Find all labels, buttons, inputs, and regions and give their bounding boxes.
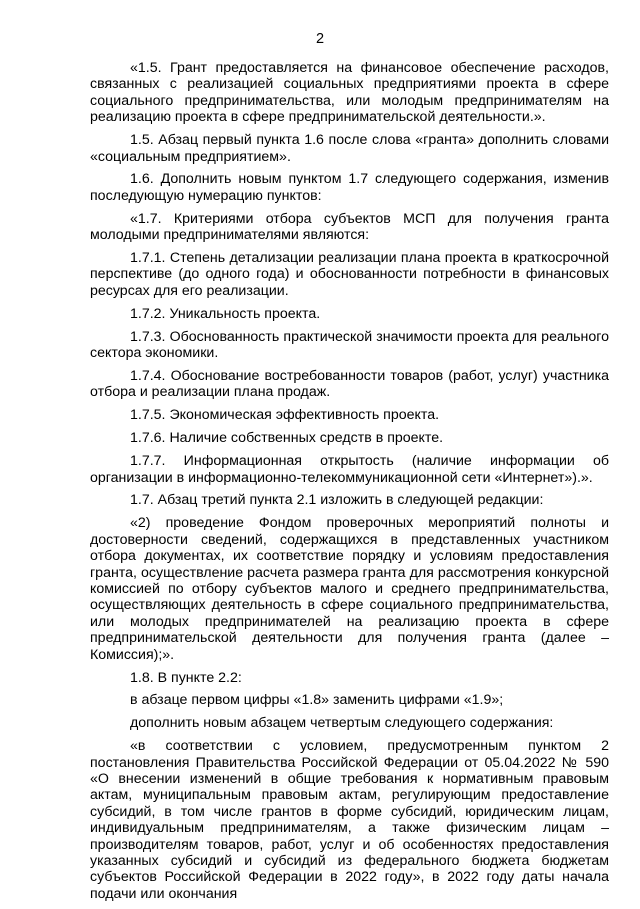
paragraph-amend-2-1: 1.7. Абзац третий пункта 2.1 изложить в следующей редакции: [130, 492, 544, 509]
paragraph-1-7-criteria: «1.7. Критериями отбора субъектов МСП для получения гранта молодыми предпринимателями являются: [90, 210, 609, 244]
paragraph-2-2-add-fourth: дополнить новым абзацем четвертым следующего содержания: [130, 715, 554, 732]
paragraph-2-1-item-2: «2) проведение Фондом проверочных мероприятий полноты и достоверности сведений, содержащихся в представленных участником отбора документах, их соответствие порядку и условиям предоставления гранта, осуществление расчета размера гранта для рассмотрения конкурсной комиссией по отбору субъектов малого и среднего предпринимательства, осуществляющих деятельность в сфере социального предпринимательства, или молодых предпринимателей на реализацию проекта в сфере предпринимательской деятельности для получения гранта (далее – Комиссия);». [90, 515, 609, 663]
document-body [90, 60, 609, 909]
paragraph-amend-2-2: 1.8. В пункте 2.2: [130, 669, 242, 686]
paragraph-1-7-4: 1.7.4. Обоснование востребованности товаров (работ, услуг) участника отбора и реализации плана продаж. [90, 368, 609, 401]
paragraph-1-7-6: 1.7.6. Наличие собственных средств в проекте. [130, 430, 444, 447]
paragraph-1-7-2: 1.7.2. Уникальность проекта. [130, 305, 321, 322]
paragraph-amend-1-6: 1.5. Абзац первый пункта 1.6 после слова «гранта» дополнить словами «социальным предприятием». [90, 132, 609, 165]
paragraph-1-7-7: 1.7.7. Информационная открытость (наличие информации об организации в информационно-телекоммуникационной сети «Интернет»).». [90, 453, 609, 486]
paragraph-2-2-first: в абзаце первом цифры «1.8» заменить цифрами «1.9»; [130, 692, 504, 709]
paragraph-2-2-fourth-text: «в соответствии с условием, предусмотренным пунктом 2 постановления Правительства Российской Федерации от 05.04.2022 № 590 «О внесении изменений в общие требования к нормативным правовым актам, муниципальным правовым актам, регулирующим предоставление субсидий, в том числе грантов в форме субсидий, юридическим лицам, индивидуальным предпринимателям, а также физическим лицам – производителям товаров, работ, услуг и об особенностях предоставления указанных субсидий и субсидий из федерального бюджета бюджетам субъектов Российской Федерации в 2022 году», в 2022 году даты начала подачи или окончания [90, 738, 609, 902]
paragraph-1-5-grant: «1.5. Грант предоставляется на финансовое обеспечение расходов, связанных с реализацией социальных предприятиями проекта в сфере социального предпринимательства, или молодым предпринимателям на реализацию проекта в сфере предпринимательской деятельности.». [90, 60, 609, 126]
paragraph-1-7-5: 1.7.5. Экономическая эффективность проекта. [130, 407, 440, 424]
paragraph-add-1-7: 1.6. Дополнить новым пунктом 1.7 следующего содержания, изменив последующую нумерацию пунктов: [90, 171, 609, 204]
paragraph-1-7-1: 1.7.1. Степень детализации реализации плана проекта в краткосрочной перспективе (до одного года) и обоснованности потребности в финансовых ресурсах для его реализации. [90, 250, 609, 299]
page-number: 2 [315, 31, 325, 47]
paragraph-1-7-3: 1.7.3. Обоснованность практической значимости проекта для реального сектора экономики. [90, 328, 609, 362]
